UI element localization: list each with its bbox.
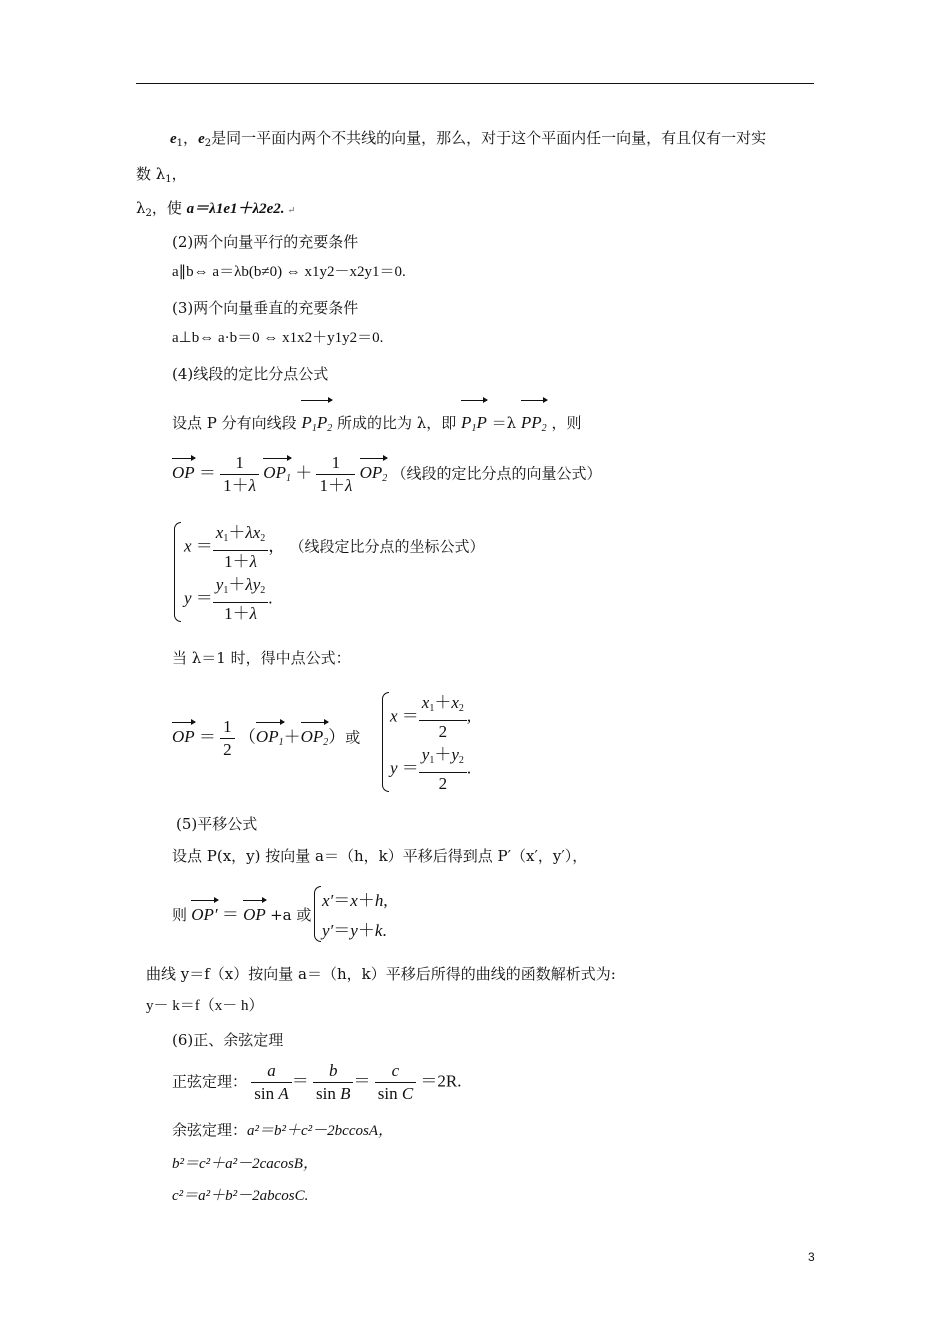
s5-curve: 曲线 y＝f（x）按向量 a＝（h，k）平移后所得的曲线的函数解析式为: bbox=[146, 965, 616, 983]
s4-midpoint-vector: OP ＝ $\frac{1}{2}$ $(OP_1+OP_2)$或 bbox=[172, 717, 361, 759]
intro-line-1: $e_1$，$e_2$是同一平面内两个不共线的向量，那么，对于这个平面内任一向量，有且仅有一对实 bbox=[170, 129, 767, 149]
s6-heading: (6)正、余弦定理 bbox=[172, 1031, 284, 1049]
s6-cosine-3: c²＝a²＋b²－2abcosC. bbox=[172, 1188, 309, 1204]
vector-p1p2: $P_1P_2$ bbox=[301, 396, 332, 447]
s6-sine-law: 正弦定理： $\frac{a}{\text{sin A}}$ ＝ $\frac{b}{\text{sin B}}$ ＝ $\frac{c}{\text{sin C}}$ ＝2R. bbox=[172, 1061, 462, 1103]
s5-curve-formula: y－ k＝f（x－ h） bbox=[146, 998, 264, 1014]
s6-cosine-2: b²＝c²＋a²－2cacosB， bbox=[172, 1156, 318, 1172]
s5-brace bbox=[314, 886, 321, 942]
s4-midpoint-brace bbox=[382, 692, 389, 792]
s3-formula: a⊥b⇔ a·b＝0 ⇔ x1x2＋y1y2＝0. bbox=[172, 330, 384, 346]
s5-heading: (5)平移公式 bbox=[176, 815, 258, 833]
s4-setup: 设点 P 分有向线段 $P_1P_2$ 所成的比为 λ，即 $P_1P =\lambda$ $PP_2$ ，则 bbox=[172, 396, 581, 447]
s6-cosine-1: 余弦定理：a²＝b²＋c²－2bccosA， bbox=[172, 1121, 393, 1139]
s5-x: x′＝x＋h, bbox=[322, 891, 388, 910]
s4-coord-brace bbox=[174, 522, 181, 622]
vector-p1p: $P_1P$ bbox=[461, 396, 487, 447]
s4-midpoint-x: x ＝ $\frac{x_1+x_2}{2}$ , bbox=[390, 693, 472, 741]
vector-pp2: $PP_2$ bbox=[521, 396, 547, 447]
s4-midpoint-text: 当 λ＝1 时，得中点公式： bbox=[172, 649, 351, 667]
s5-formula: 则 OP′ ＝ OP +a 或 bbox=[172, 896, 311, 925]
page-number: 3 bbox=[808, 1250, 815, 1264]
s3-heading: (3)两个向量垂直的充要条件 bbox=[172, 299, 359, 317]
intro-line-3: $\lambda_2$，使 a＝λ1e1＋λ2e2. ↵ bbox=[136, 199, 296, 219]
header-rule bbox=[136, 83, 814, 84]
s5-setup: 设点 P(x，y) 按向量 a＝（h，k）平移后得到点 P′（x′，y′）， bbox=[172, 847, 588, 865]
s4-midpoint-y: y ＝ $\frac{y_1+y_2}{2}$ . bbox=[390, 745, 472, 793]
s4-vector-formula: OP ＝ $\frac{1}{1+\lambda}$ $OP_1$ ＋ $\frac{1}{1+\lambda}$ $OP_2$ （线段的定比分点的向量公式） bbox=[172, 453, 602, 495]
intro-line-2: 数 $\lambda_1$， bbox=[136, 165, 187, 185]
s4-coord-x: x ＝ $\frac{x_1+\lambda x_2}{1+\lambda}$ ， （线段定比分点的坐标公式） bbox=[184, 523, 485, 571]
s2-heading: (2)两个向量平行的充要条件 bbox=[172, 233, 359, 251]
s4-coord-y: y ＝ $\frac{y_1+\lambda y_2}{1+\lambda}$ . bbox=[184, 575, 273, 623]
s4-heading: (4)线段的定比分点公式 bbox=[172, 365, 329, 383]
s2-formula: a∥b⇔ a＝λb(b≠0) ⇔ x1y2－x2y1＝0. bbox=[172, 264, 406, 280]
s5-y: y′＝y＋k. bbox=[322, 921, 387, 940]
